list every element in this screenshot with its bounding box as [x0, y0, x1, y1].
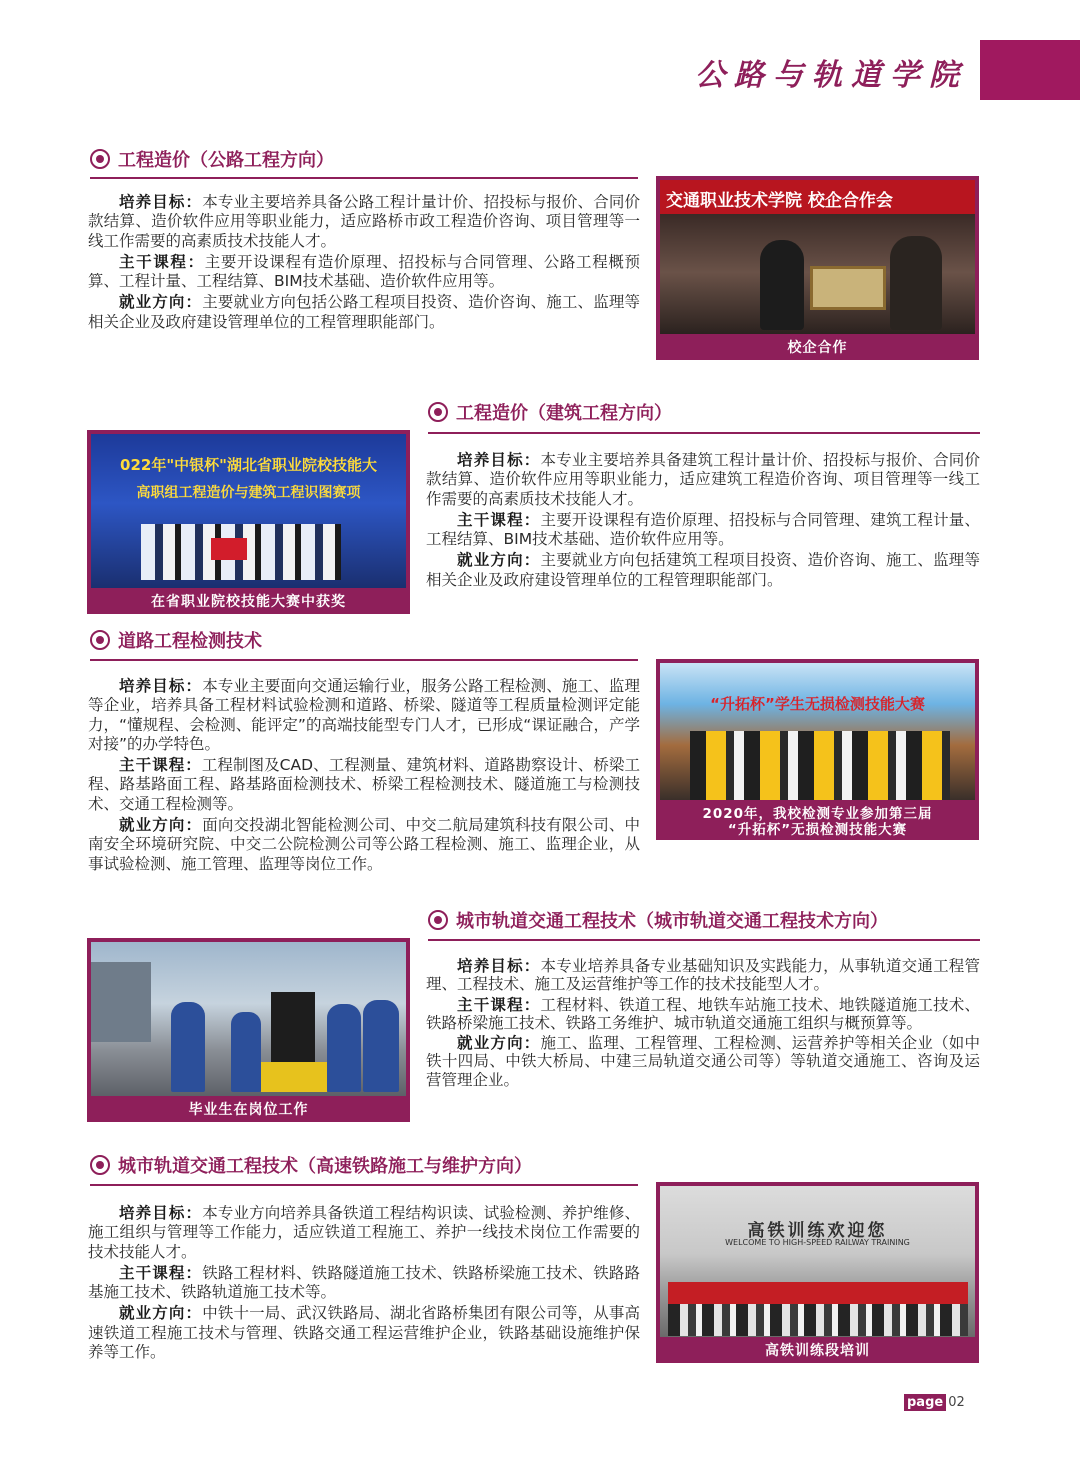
- yellow-cart: [261, 1062, 327, 1092]
- section-title-text: 道路工程检测技术: [118, 631, 262, 652]
- course-label: 主干课程：: [457, 510, 541, 529]
- section-title-text: 工程造价（公路工程方向）: [118, 150, 334, 171]
- section-title-cost-building: [428, 399, 672, 425]
- header-accent-bar: [980, 40, 1080, 100]
- section-body: [426, 451, 980, 592]
- bullseye-icon: [428, 910, 448, 930]
- section-rule: [428, 432, 980, 434]
- banner-text: 高铁训练欢迎您: [747, 1221, 888, 1241]
- job-paragraph: [88, 293, 640, 332]
- worker-figure: [363, 1000, 399, 1092]
- section-title-road-testing: [90, 627, 262, 653]
- bullseye-icon: [90, 149, 110, 169]
- job-label: 就业方向：: [457, 1034, 541, 1053]
- course-paragraph: [426, 996, 980, 1033]
- photo-caption: [656, 806, 979, 838]
- photo-school-enterprise: [656, 176, 979, 360]
- person-figure: [760, 240, 804, 330]
- group-figures: [668, 1304, 968, 1336]
- section-body: [426, 957, 980, 1091]
- goal-label: 培养目标：: [119, 1204, 203, 1222]
- job-paragraph: [88, 816, 640, 874]
- page-digits: 02: [948, 1395, 965, 1410]
- banner-text: 高职组工程造价与建筑工程识图赛项: [136, 485, 361, 501]
- section-title-text: 城市轨道交通工程技术（高速铁路施工与维护方向）: [118, 1156, 532, 1177]
- photo-skills-competition: [87, 430, 410, 614]
- section-rule: [428, 939, 980, 941]
- bullseye-icon: [90, 630, 110, 650]
- plaque: [810, 266, 886, 310]
- bullseye-icon: [90, 1155, 110, 1175]
- job-text: 主要就业方向包括建筑工程项目投资、造价咨询、施工、监理等相关企业及政府建设管理单位的工程管理职能部门。: [426, 551, 980, 589]
- course-text: 主要开设课程有造价原理、招投标与合同管理、建筑工程计量、工程结算、BIM技术基础、造价软件应用等。: [426, 510, 980, 549]
- section-body: [88, 1204, 640, 1364]
- course-label: 主干课程：: [119, 1263, 203, 1282]
- photo-ndt-competition: [656, 659, 979, 840]
- worker-figure: [231, 1012, 261, 1092]
- section-body: [88, 193, 640, 334]
- course-text: 工程材料、铁道工程、地铁车站施工技术、地铁隧道施工技术、铁路桥梁施工技术、铁路工务维护、城市轨道交通施工组织与概预算等。: [426, 995, 980, 1032]
- goal-label: 培养目标：: [119, 193, 203, 211]
- photo-caption: 毕业生在岗位工作: [188, 1102, 309, 1118]
- page-number: [904, 1394, 965, 1411]
- banner-text: 022年"中银杯"湖北省职业院校技能大: [120, 456, 377, 474]
- goal-paragraph: [88, 677, 640, 754]
- course-label: 主干课程：: [119, 252, 205, 271]
- job-text: 面向交投湖北智能检测公司、中交二航局建筑科技有限公司、中南安全环境研究院、中交二公院检测公司等公路工程检测、施工、监理企业，从事试验检测、施工管理、监理等岗位工作。: [88, 816, 640, 873]
- photo-caption: 在省职业院校技能大赛中获奖: [151, 594, 346, 610]
- course-paragraph: [88, 756, 640, 814]
- goal-paragraph: [88, 193, 640, 251]
- course-text: 铁路工程材料、铁路隧道施工技术、铁路桥梁施工技术、铁路路基施工技术、铁路轨道施工技术等。: [88, 1263, 640, 1302]
- course-text: 主要开设课程有造价原理、招投标与合同管理、公路工程概预算、工程计量、工程结算、BIM技术基础、造价软件应用等。: [88, 252, 640, 291]
- goal-paragraph: [88, 1204, 640, 1262]
- job-paragraph: [426, 1034, 980, 1089]
- goal-text: 本专业主要面向交通运输行业，服务公路工程检测、施工、监理等企业，培养具备工程材料试验检测和道路、桥梁、隧道等工程质量检测评定能力，“懂规程、会检测、能评定”的高端技能型专门人才，已形成“课证融合，产学对接”的办学特色。: [88, 677, 640, 753]
- goal-label: 培养目标：: [119, 677, 203, 695]
- course-paragraph: [88, 1264, 640, 1303]
- college-title: 公路与轨道学院: [695, 58, 968, 93]
- photo-caption-line-2: “升拓杯”无损检测技能大赛: [727, 822, 908, 838]
- job-paragraph: [88, 1304, 640, 1362]
- banner-text: 交通职业技术学院 校企合作会: [666, 191, 893, 211]
- bullseye-icon: [428, 402, 448, 422]
- goal-text: 本专业主要培养具备建筑工程计量计价、招投标与报价、合同价款结算、造价软件应用等职业能力，适应建筑工程造价咨询、项目管理等一线工作需要的高素质技术技能人才。: [426, 451, 980, 508]
- goal-text: 本专业方向培养具备铁道工程结构识读、试验检测、养护维修、施工组织与管理等工作能力，适应铁道工程施工、养护一线技术岗位工作需要的技术技能人才。: [88, 1204, 640, 1261]
- course-paragraph: [426, 511, 980, 550]
- course-label: 主干课程：: [119, 756, 202, 775]
- goal-paragraph: [426, 957, 980, 994]
- section-rule: [90, 659, 638, 661]
- goal-paragraph: [426, 451, 980, 509]
- red-banner: [668, 1282, 968, 1304]
- section-title-high-speed-rail: [90, 1152, 532, 1178]
- section-title-urban-rail: [428, 907, 888, 933]
- course-text: 工程制图及CAD、工程测量、建筑材料、道路勘察设计、桥梁工程、路基路面工程、路基路面检测技术、桥梁工程检测技术、隧道施工与检测技术、交通工程检测等。: [88, 756, 640, 813]
- section-rule: [90, 1184, 638, 1186]
- goal-text: 本专业主要培养具备公路工程计量计价、招投标与报价、合同价款结算、造价软件应用等职业能力，适应路桥市政工程造价咨询、项目管理等一线工作需要的高素质技术技能人才。: [88, 193, 640, 250]
- section-title-text: 城市轨道交通工程技术（城市轨道交通工程技术方向）: [456, 911, 888, 932]
- equipment: [271, 992, 315, 1072]
- job-text: 施工、监理、工程管理、工程检测、运营养护等相关企业（如中铁十四局、中铁大桥局、中建三局轨道交通公司等）等轨道交通施工、咨询及运营管理企业。: [426, 1034, 980, 1089]
- job-label: 就业方向：: [119, 816, 203, 835]
- group-figures: [690, 731, 950, 800]
- job-label: 就业方向：: [119, 293, 203, 312]
- person-figure: [890, 236, 942, 330]
- worker-figure: [327, 1004, 361, 1092]
- photo-graduates-at-work: [87, 938, 410, 1122]
- section-title-text: 工程造价（建筑工程方向）: [456, 403, 672, 424]
- page-label: page: [904, 1394, 946, 1411]
- building: [91, 962, 151, 1042]
- section-body: [88, 677, 640, 876]
- photo-caption: 校企合作: [787, 340, 848, 356]
- section-rule: [90, 177, 638, 179]
- goal-label: 培养目标：: [457, 957, 541, 975]
- photo-caption: 高铁训练段培训: [765, 1343, 870, 1359]
- job-label: 就业方向：: [119, 1304, 203, 1323]
- course-paragraph: [88, 253, 640, 292]
- job-paragraph: [426, 551, 980, 590]
- photo-rail-training: [656, 1182, 979, 1363]
- job-text: 主要就业方向包括公路工程项目投资、造价咨询、施工、监理等相关企业及政府建设管理单位的工程管理职能部门。: [88, 293, 640, 331]
- worker-figure: [171, 1002, 205, 1092]
- goal-text: 本专业培养具备专业基础知识及实践能力，从事轨道交通工程管理、工程技术、施工及运营维护等工作的技术技能型人才。: [426, 957, 980, 994]
- goal-label: 培养目标：: [457, 451, 541, 469]
- course-label: 主干课程：: [457, 995, 541, 1014]
- banner-text: WELCOME TO HIGH-SPEED RAILWAY TRAINING: [725, 1238, 910, 1247]
- banner-text: “升拓杯”学生无损检测技能大赛: [710, 695, 925, 713]
- award-banner: [211, 538, 247, 560]
- job-text: 中铁十一局、武汉铁路局、湖北省路桥集团有限公司等，从事高速铁道工程施工技术与管理、铁路交通工程运营维护企业，铁路基础设施维护保养等工作。: [88, 1304, 640, 1362]
- section-title-cost-highway: [90, 146, 334, 172]
- job-label: 就业方向：: [457, 551, 541, 570]
- photo-caption-line-1: 2020年，我校检测专业参加第三届: [702, 806, 933, 822]
